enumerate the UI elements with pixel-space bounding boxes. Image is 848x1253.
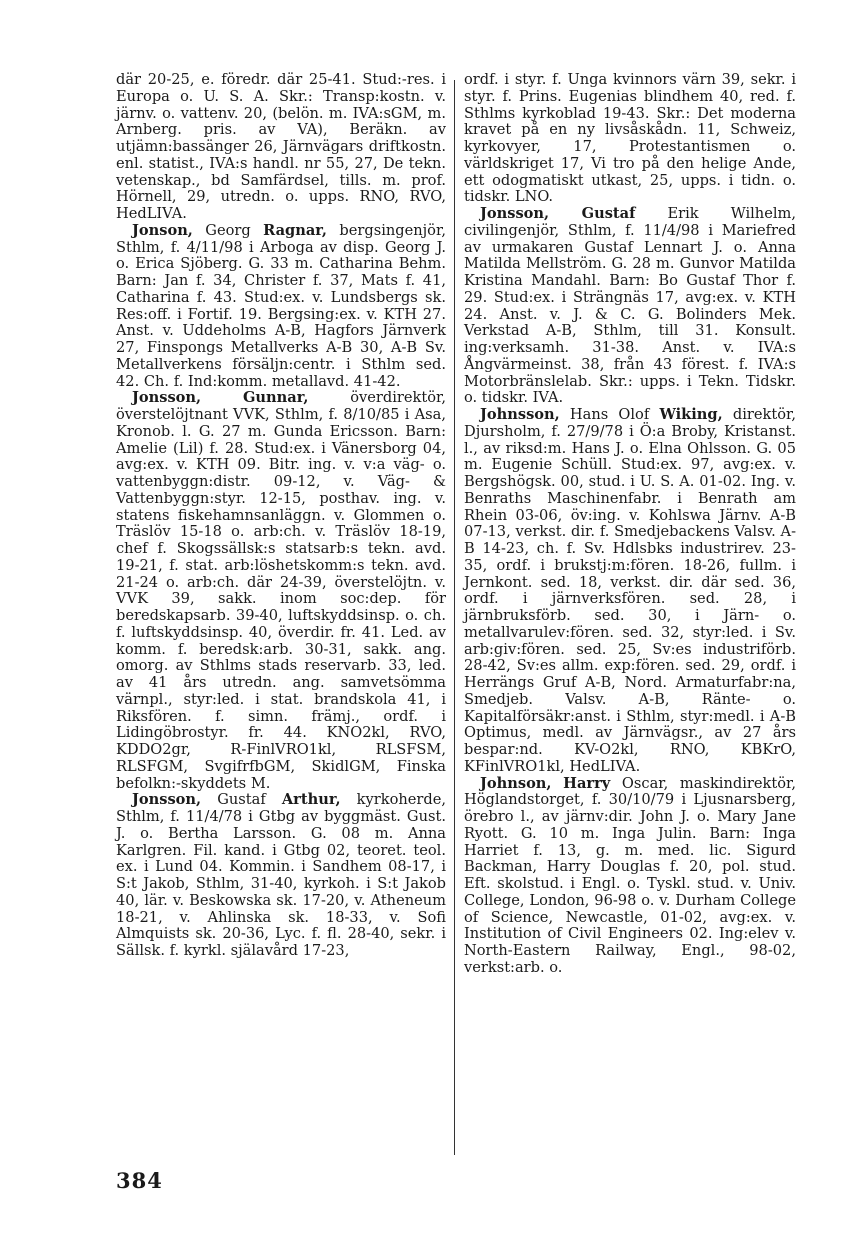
entry-call-name: Harry — [563, 774, 611, 792]
entry-body: bergsingenjör, Sthlm, f. 4/11/98 i Arboga av disp. Georg J. o. Erica Sjöberg. G. 33 m. Catharina Behm. Barn: Jan f. 34, Christer f. 37, Mats f. 41, Catharina f. 43. Stud:ex. v. Lundsbergs sk. Res:off. i Fortif. 19. Bergsing:ex. v. KTH 27. Anst. v. Uddeholms A-B, Hagfors Järnverk 27, Finspongs Metallverks A-B 30, A-B Sv. Metallverkens försäljn:centr. i Sthlm sed. 42. Ch. f. Ind:komm. metallavd. 41-42. — [116, 221, 446, 390]
entry-given-names: Hans Olof — [559, 406, 660, 423]
entry-johnson-harry — [464, 776, 796, 977]
page-number: 384 — [116, 1168, 163, 1193]
entry-given-names: Georg — [192, 221, 264, 239]
entry-body: Erik Wilhelm, civilingenjör, Sthlm, f. 11/4/98 i Mariefred av urmakaren Gustaf Lennart J. o. Anna Matilda Mellström. G. 28 m. Gunvor Matilda Kristina Mandahl. Barn: Bo Gustaf Thor f. 29. Stud:ex. i Strängnäs 17, avg:ex. v. KTH 24. Anst. v. J. & C. G. Bolinders Mek. Verkstad A-B, Sthlm, till 31. Konsult. ing:verksamh. 31-38. Anst. v. IVA:s Ångvärmeinst. 38, från 43 förest. f. IVA:s Motorbränslelab. Skr.: upps. i Tekn. Tidskr. o. tidskr. IVA. — [464, 205, 796, 407]
entry-given-names — [552, 775, 564, 792]
entry-body: Oscar, maskindirektör, Höglandstorget, f. 30/10/79 i Ljusnarsberg, örebro l., av järnv:dir. John J. o. Mary Jane Ryott. G. 10 m. Inga Julin. Barn: Inga Harriet f. 13, g. m. med. lic. Sigurd Backman, Harry Douglas f. 20, pol. stud. Eft. skolstud. i Engl. o. Tyskl. stud. v. Univ. College, London, 96-98 o. v. Durham College of Science, Newcastle, 01-02, avg:ex. v. Institution of Civil Engineers 02. Ing:elev v. North-Eastern Railway, Engl., 98-02, verkst:arb. o. — [464, 774, 796, 976]
entry-call-name: Wiking, — [659, 406, 723, 423]
entry-jonsson-gustaf-arthur — [116, 792, 446, 960]
entry-call-name: Gunnar, — [242, 389, 309, 407]
continued-entry-text: där 20-25, e. föredr. där 25-41. Stud:-res. i Europa o. U. S. A. Skr.: Transp:kostn. v. järnv. o. vattenv. 20, (belön. m. IVA:sGM, m. Arnberg. pris. av VA), Beräkn. av utjämn:bassänger 26, Järnvägars driftkostn. enl. statist., IVA:s handl. nr 55, 27, De tekn. vetenskap., bd Samfärdsel, tills. m. prof. Hörnell, 29, utredn. o. upps. RNO, RVO, HedLIVA. — [116, 71, 446, 222]
entry-given-names — [201, 389, 243, 406]
entry-surname: Johnsson, — [480, 406, 560, 423]
entry-jonsson-gunnar — [116, 390, 446, 792]
entry-jonsson-gustaf-erik — [464, 206, 796, 407]
entry-surname: Johnson, — [480, 774, 552, 792]
left-column — [116, 72, 446, 960]
entry-call-name: Ragnar, — [263, 221, 328, 239]
entry-jonson-georg-ragnar — [116, 223, 446, 391]
entry-surname: Jonsson, — [132, 791, 202, 809]
entry-body: överdirektör, överstelöjtnant VVK, Sthlm, f. 8/10/85 i Asa, Kronob. l. G. 27 m. Gunda Ericsson. Barn: Amelie (Lil) f. 28. Stud:ex. i Vänersborg 04, avg:ex. v. KTH 09. Bitr. ing. v. v:a väg- o. vattenbyggn:distr. 09-12, v. Väg- & Vattenbyggn:styr. 12-15, posthav. ing. v. statens fiskehamnsanläggn. v. Glommen o. Träslöv 15-18 o. arb:ch. v. Träslöv 18-19, chef f. Skogssällsk:s statsarb:s tekn. avd. 19-21, f. stat. arb:löshetskomm:s tekn. avd. 21-24 o. arb:ch. där 24-39, överstelöjtn. v. VVK 39, sakk. inom soc:dep. för beredskapsarb. 39-40, luftskyddsinsp. o. ch. f. luftskyddsinsp. 40, överdir. fr. 41. Led. av komm. f. beredsk:arb. 30-31, sakk. ang. omorg. av Sthlms stads reservarb. 33, led. av 41 års utredn. ang. samvetsömma värnpl., styr:led. i stat. brandskola 41, i Riksfören. f. simn. främj., ordf. i Lidingöbrostyr. fr. 44. KNO2kl, RVO, KDDO2gr, R-FinlVRO1kl, RLSFSM, RLSFGM, SvgifrfbGM, SkidlGM, Finska befolkn:-skyddets M. — [116, 389, 446, 792]
entry-johnsson-wiking — [464, 407, 796, 776]
entry-surname: Jonson, — [132, 221, 193, 239]
entry-body: kyrkoherde, Sthlm, f. 11/4/78 i Gtbg av byggmäst. Gust. J. o. Bertha Larsson. G. 08 m. Anna Karlgren. Fil. kand. i Gtbg 02, teoret. teol. ex. i Lund 04. Kommin. i Sandhem 08-17, i S:t Jakob, Sthlm, 31-40, kyrkoh. i S:t Jakob 40, lär. v. Beskowska sk. 17-20, v. Atheneum 18-21, v. Ahlinska sk. 18-33, v. Sofi Almquists sk. 20-36, Lyc. f. fl. 28-40, sekr. i Sällsk. f. kyrkl. själavård 17-23, — [116, 791, 446, 959]
column-divider — [454, 80, 455, 1155]
continued-entry-text: ordf. i styr. f. Unga kvinnors värn 39, sekr. i styr. f. Prins. Eugenias blindhem 40, red. f. Sthlms kyrkoblad 19-43. Skr.: Det moderna kravet på en ny livsåskådn. 11, Schweiz, kyrkovyer, 17, Protestantismen o. världskriget 17, Vi tro på den helige Ande, ett odogmatiskt utkast, 25, upps. i tidn. o. tidskr. LNO. — [464, 71, 796, 206]
entry-body: direktör, Djursholm, f. 27/9/78 i Ö:a Broby, Kristanst. l., av riksd:m. Hans J. o. Elna Ohlsson. G. 05 m. Eugenie Schüll. Stud:ex. 97, avg:ex. v. Bergshögsk. 00, stud. i U. S. A. 01-02. Ing. v. Benraths Maschinenfabr. i Benrath am Rhein 03-06, öv:ing. v. Kohlswa Järnv. A-B 07-13, verkst. dir. f. Smedjebackens Valsv. A-B 14-23, ch. f. Sv. Hdlsbks industrirev. 23-35, ordf. i brukstj:m:fören. 18-26, fullm. i Jernkont. sed. 18, verkst. dir. där sed. 36, ordf. i järnverksfören. sed. 28, i järnbruksförb. sed. 30, i Järn- o. metallvarulev:fören. sed. 32, styr:led. i Sv. arb:giv:fören. sed. 25, Sv:es industriförb. 28-42, Sv:es allm. exp:fören. sed. 29, ordf. i Herrängs Gruf A-B, Nord. Armaturfabr:na, Smedjeb. Valsv. A-B, Ränte- o. Kapitalförsäkr:anst. i Sthlm, styr:medl. i A-B Optimus, medl. av Järnvägsr., av 27 års bespar:nd. KV-O2kl, RNO, KBKrO, KFinlVRO1kl, HedLIVA. — [464, 406, 796, 775]
entry-call-name: Arthur, — [281, 791, 341, 809]
right-column — [464, 72, 796, 977]
entry-surname: Jonsson, — [132, 389, 202, 407]
entry-surname: Jonsson, Gustaf — [480, 205, 636, 222]
entry-given-names: Gustaf — [201, 791, 282, 809]
